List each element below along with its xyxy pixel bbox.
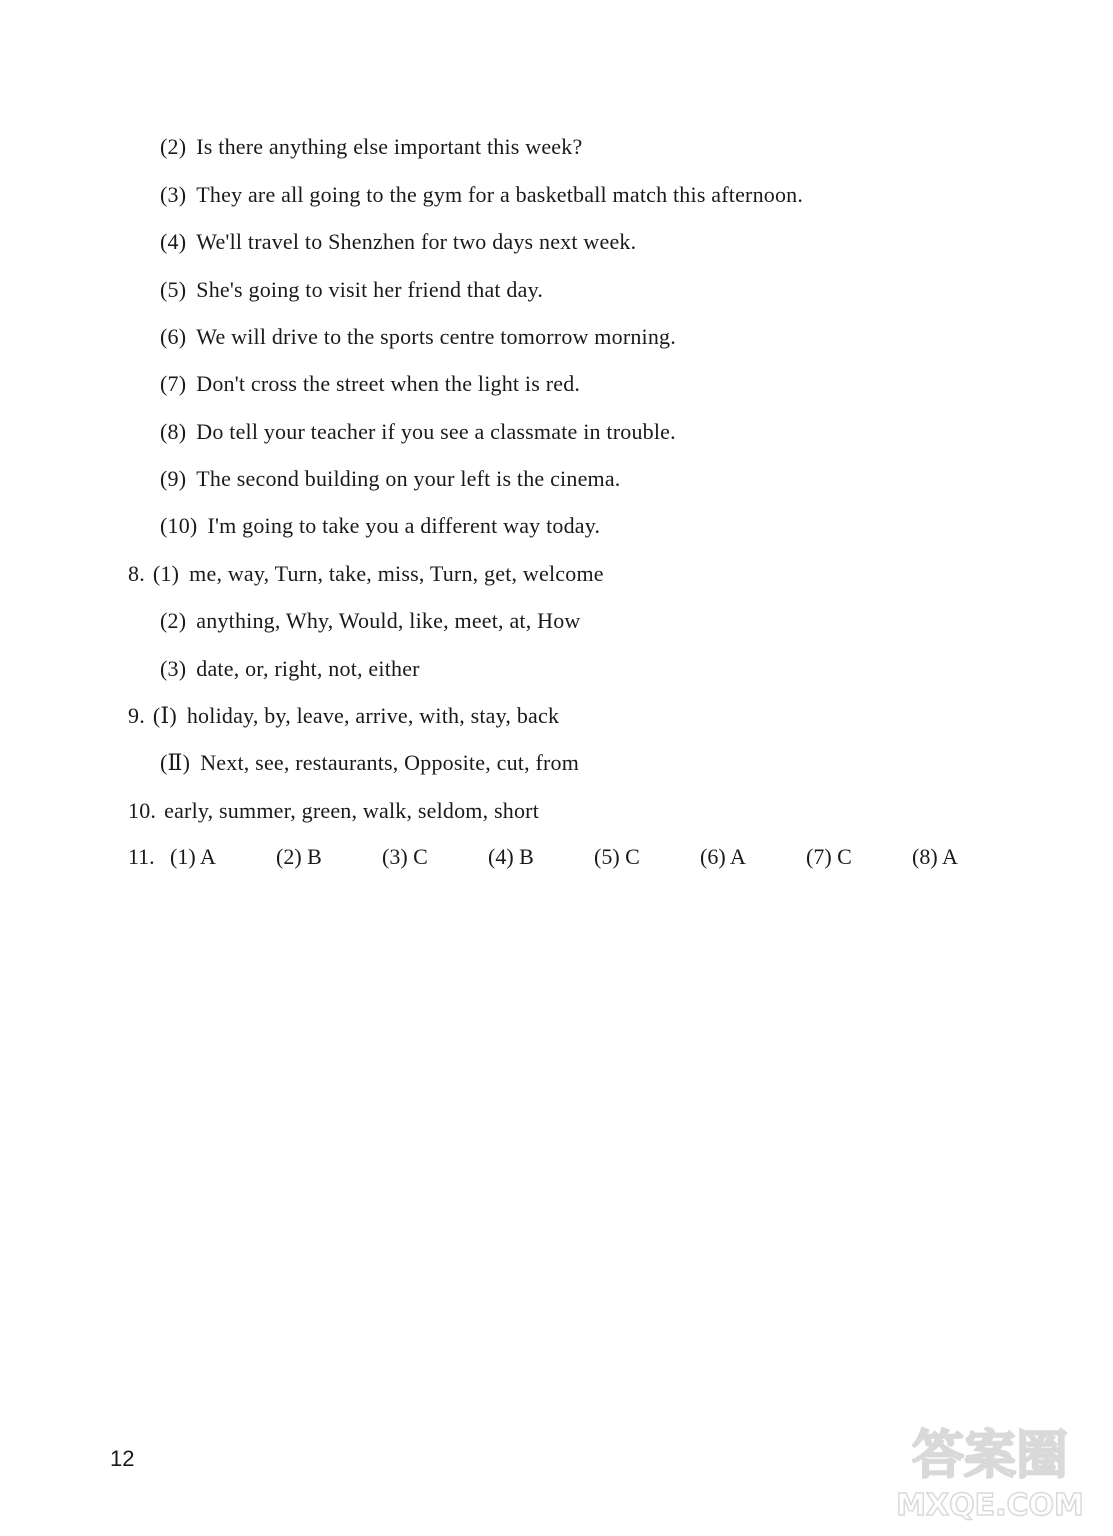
answer-label: (2) [276,844,302,869]
item-text: The second building on your left is the cinema. [196,466,621,491]
answer-item [912,843,982,871]
answer-label: (4) [488,844,514,869]
answer-value: A [199,844,216,869]
answer-value: C [837,844,852,869]
item-text: early, summer, green, walk, seldom, short [164,798,540,823]
question-number: 11. [128,844,155,869]
item-text: I'm going to take you a different way today. [207,513,601,538]
item-label: (3) [160,656,187,681]
answer-label: (7) [806,844,832,869]
q7-item [160,465,621,493]
answer-label: (1) [170,844,196,869]
item-text: They are all going to the gym for a basketball match this afternoon. [196,182,804,207]
item-text: We will drive to the sports centre tomorrow morning. [196,324,676,349]
answer-label: (5) [594,844,620,869]
answer-value: C [625,844,640,869]
answer-item [488,843,594,871]
item-label: (6) [160,324,187,349]
item-text: Do tell your teacher if you see a classmate in trouble. [196,419,676,444]
q7-item [160,370,580,398]
item-text: Is there anything else important this week? [196,134,583,159]
q7-item [160,228,636,256]
answer-item [382,843,488,871]
q7-item [160,276,543,304]
item-label: (10) [160,513,198,538]
item-text: Don't cross the street when the light is red. [196,371,581,396]
question-number: 10. [128,798,157,823]
answer-item [276,843,382,871]
q8-item [160,655,420,683]
item-text: She's going to visit her friend that day. [196,277,544,302]
item-label: (Ⅱ) [160,750,191,775]
answer-item [170,843,276,871]
q9-item [160,749,579,777]
q9-item [128,702,559,730]
q7-item [160,512,600,540]
q8-item [160,607,581,635]
q11-answers [128,843,982,871]
q10-item [128,797,539,825]
q7-item [160,181,803,209]
answer-item [594,843,700,871]
item-text: Next, see, restaurants, Opposite, cut, from [200,750,580,775]
q7-item [160,323,676,351]
answer-value: B [307,844,322,869]
item-label: (8) [160,419,187,444]
answer-value: A [729,844,746,869]
svg-text:答案圈: 答案圈 [911,1426,1069,1486]
answer-value: B [519,844,534,869]
item-label: (2) [160,608,187,633]
question-number: 9. [128,703,145,728]
item-label: (5) [160,277,187,302]
answer-label: (3) [382,844,408,869]
item-label: (7) [160,371,187,396]
answer-label: (6) [700,844,726,869]
answer-label: (8) [912,844,938,869]
item-label: (4) [160,229,187,254]
answer-item [700,843,806,871]
item-text: We'll travel to Shenzhen for two days next week. [196,229,637,254]
watermark-logo [880,1415,1100,1525]
svg-text:MXQE.COM: MXQE.COM [896,1488,1084,1523]
item-text: me, way, Turn, take, miss, Turn, get, welcome [189,561,604,586]
item-label: (Ⅰ) [152,703,177,728]
item-label: (9) [160,466,187,491]
item-text: date, or, right, not, either [196,656,420,681]
q7-item [160,418,676,446]
answer-value: A [941,844,958,869]
item-text: holiday, by, leave, arrive, with, stay, back [186,703,560,728]
item-label: (3) [160,182,187,207]
page-number: 12 [110,1446,135,1471]
answer-item [806,843,912,871]
item-label: (2) [160,134,187,159]
item-text: anything, Why, Would, like, meet, at, How [196,608,581,633]
q8-item [128,560,604,588]
q7-item [160,133,582,161]
question-number: 8. [128,561,145,586]
item-label: (1) [152,561,180,586]
answer-value: C [413,844,428,869]
